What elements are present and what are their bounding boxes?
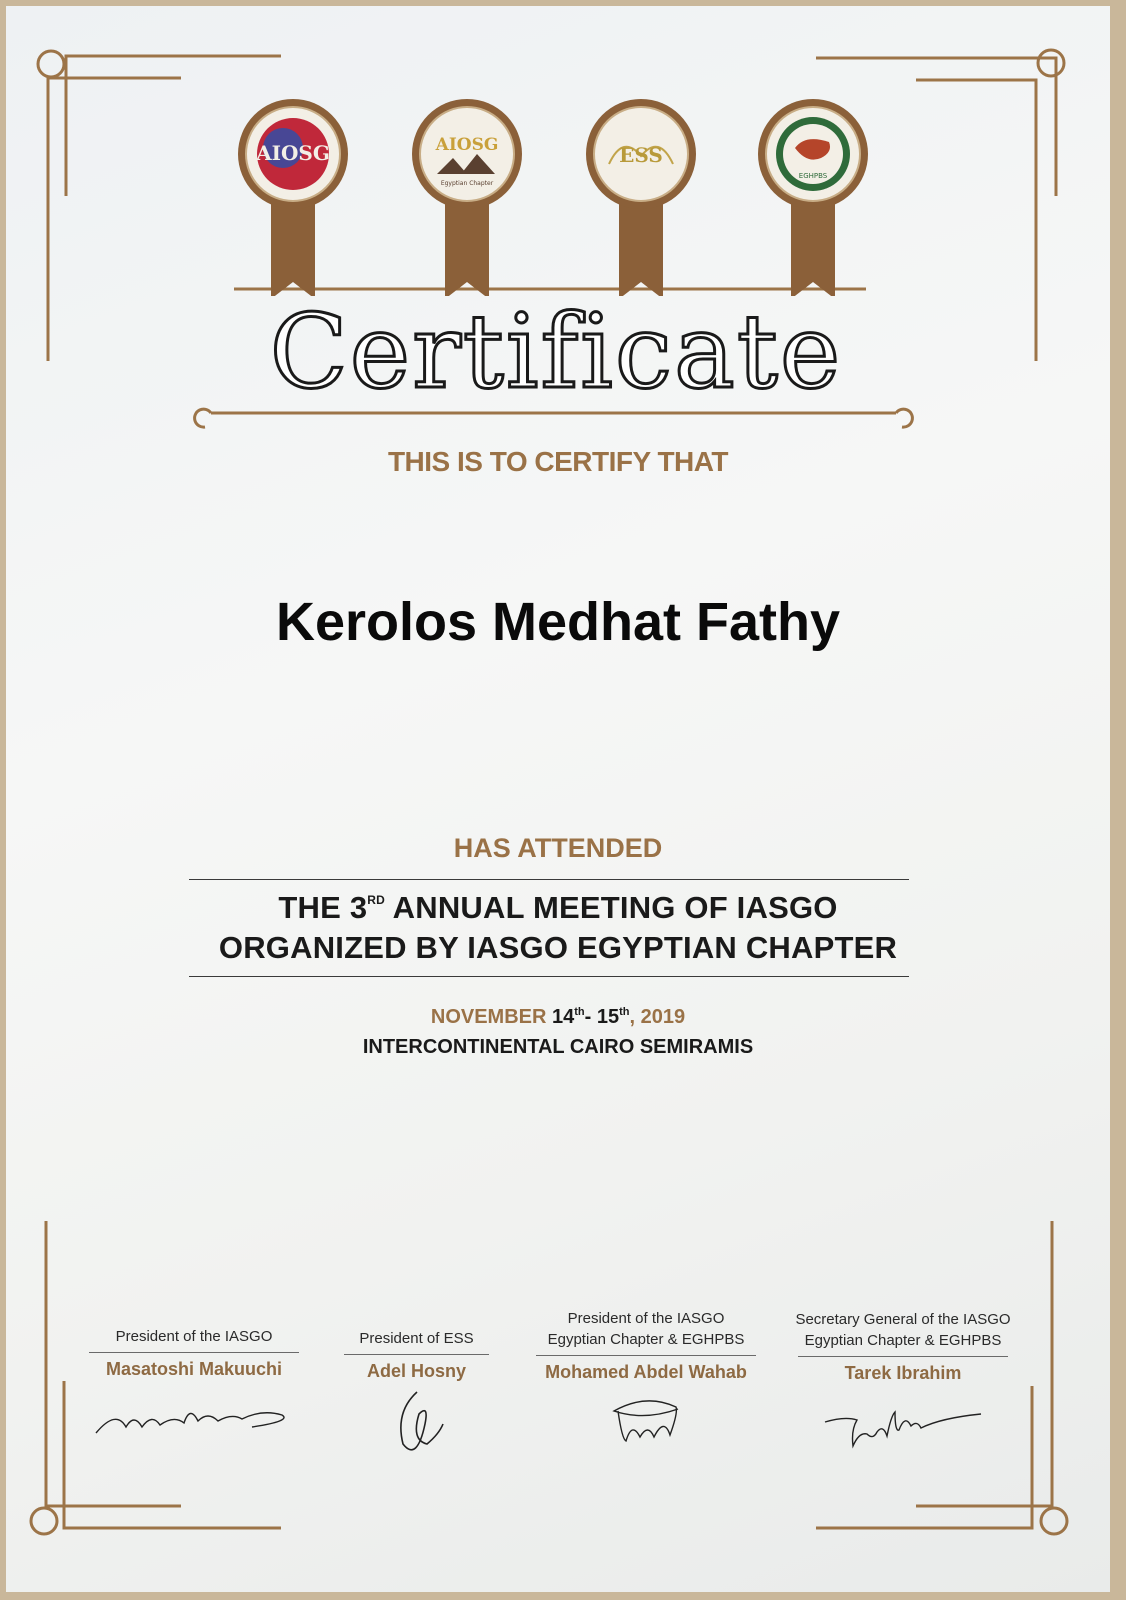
certificate-page <box>6 6 1110 1592</box>
iasgo-egypt-badge-subtext: Egyptian Chapter <box>440 180 494 187</box>
signatory-2-rule <box>344 1354 489 1355</box>
date-day-start-suffix: th <box>574 1006 585 1018</box>
date-day-end: 15 <box>596 1006 620 1028</box>
recipient-name: Kerolos Medhat Fathy <box>275 592 841 652</box>
signatory-4-name: Tarek Ibrahim <box>844 1363 962 1383</box>
signatory-1-name: Masatoshi Makuuchi <box>105 1359 283 1379</box>
meeting-venue: INTERCONTINENTAL CAIRO SEMIRAMIS <box>362 1036 754 1058</box>
signatory-3-role-2: Egyptian Chapter & EGHPBS <box>547 1331 745 1348</box>
iasgo-egypt-badge-label: AIOSG <box>435 135 499 155</box>
signatory-1-rule <box>89 1352 299 1353</box>
meeting-ordinal: RD <box>367 893 385 907</box>
certify-line: THIS IS TO CERTIFY THAT <box>387 446 729 477</box>
meeting-rule-bottom <box>189 976 909 977</box>
date-month: NOVEMBER <box>430 1006 547 1028</box>
iasgo-egypt-badge-icon <box>412 99 522 296</box>
signatory-3 <box>526 1308 766 1383</box>
signature-4-icon <box>821 1404 1001 1454</box>
date-separator: - <box>584 1006 597 1028</box>
signatory-4 <box>783 1309 1023 1384</box>
ess-badge-label: ESS <box>619 143 663 167</box>
attended-line: HAS ATTENDED <box>453 833 663 863</box>
meeting-line-1 <box>6 890 1110 926</box>
signatory-2-name: Adel Hosny <box>366 1361 467 1381</box>
signature-1-icon <box>86 1401 306 1446</box>
signatory-3-name: Mohamed Abdel Wahab <box>545 1362 747 1382</box>
meeting-rule-top <box>189 879 909 880</box>
signature-2-icon <box>391 1386 451 1466</box>
date-day-start: 14 <box>552 1006 575 1028</box>
signatory-3-role-1: President of the IASGO <box>567 1310 725 1327</box>
signatory-4-rule <box>798 1356 1008 1357</box>
signatory-2 <box>344 1328 489 1382</box>
certificate-title: Certificate <box>269 293 843 412</box>
logo-badges <box>6 6 1110 296</box>
date-day-end-suffix: th <box>619 1006 630 1018</box>
signature-3-icon <box>604 1391 694 1451</box>
meeting-line-1-prefix: THE 3 <box>278 890 368 925</box>
signatory-1 <box>89 1326 299 1380</box>
signatory-3-rule <box>536 1355 756 1356</box>
iasgo-badge-icon <box>238 99 348 296</box>
eghpbs-badge-label: EGHPBS <box>798 172 828 180</box>
meeting-dates <box>6 1006 1110 1029</box>
signatory-4-role-2: Egyptian Chapter & EGHPBS <box>804 1332 1002 1349</box>
ess-badge-icon <box>586 99 696 296</box>
signatory-2-role: President of ESS <box>359 1330 474 1347</box>
meeting-line-2: ORGANIZED BY IASGO EGYPTIAN CHAPTER <box>218 930 898 965</box>
eghpbs-badge-icon <box>758 99 868 296</box>
meeting-line-1-suffix: ANNUAL MEETING OF IASGO <box>385 890 838 925</box>
signatory-1-role: President of the IASGO <box>115 1328 273 1345</box>
signatory-4-role-1: Secretary General of the IASGO <box>795 1311 1011 1328</box>
date-year: , 2019 <box>629 1006 686 1028</box>
iasgo-badge-label: AIOSG <box>256 141 330 165</box>
